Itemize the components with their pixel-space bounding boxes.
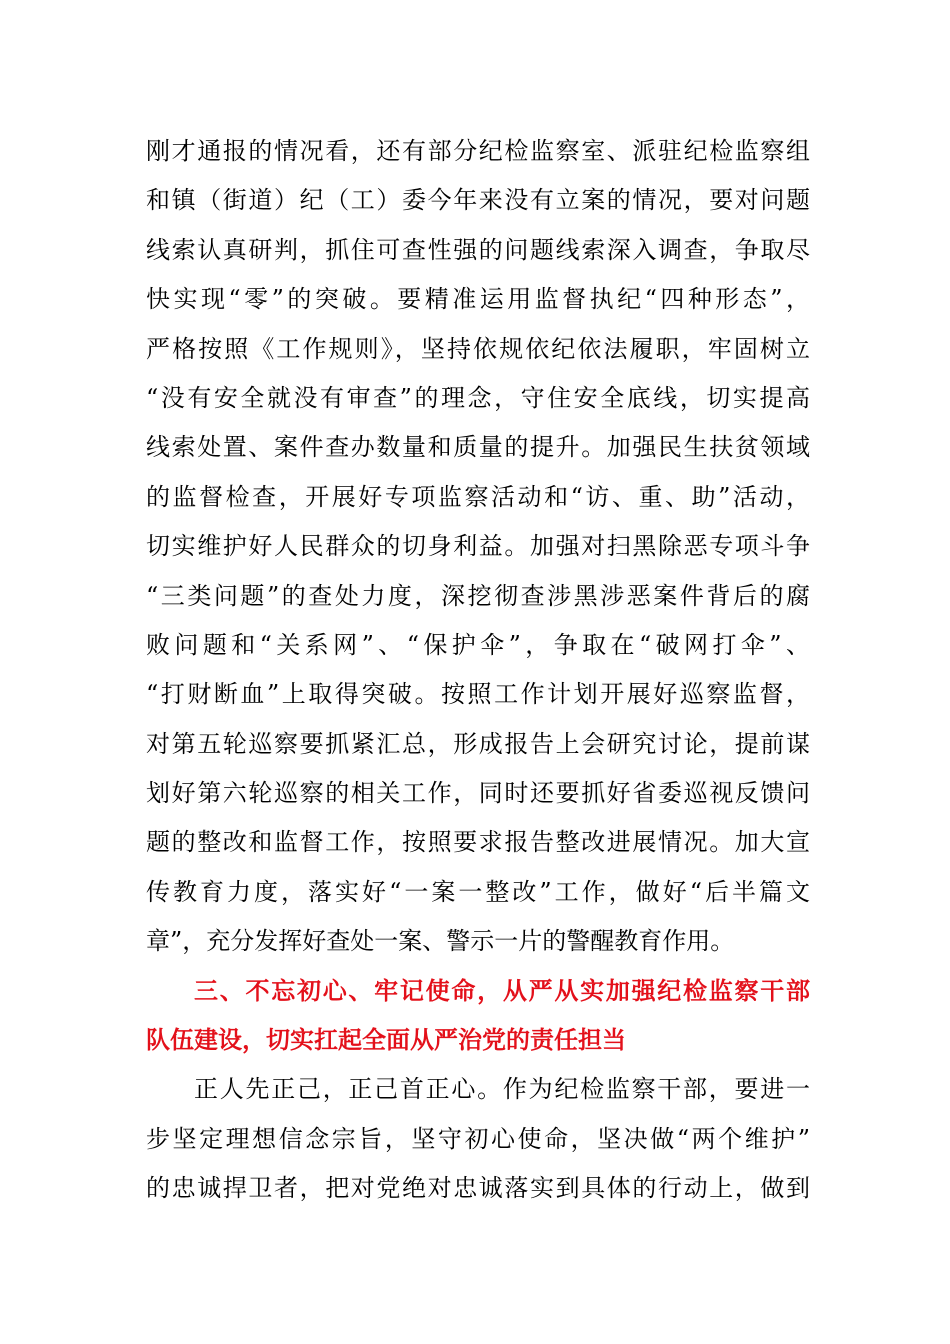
text-line: 快实现“零”的突破。要精准运用监督执纪“四种形态”， (146, 285, 810, 314)
text-line: 线索处置、案件查办数量和质量的提升。加强民生扶贫领域 (146, 433, 810, 462)
text-line: “打财断血”上取得突破。按照工作计划开展好巡察监督， (146, 680, 810, 709)
text-line: 传教育力度，落实好“一案一整改”工作，做好“后半篇文 (146, 877, 810, 906)
text-line: “三类问题”的查处力度，深挖彻查涉黑涉恶案件背后的腐 (146, 581, 810, 610)
text-line: 败问题和“关系网”、“保护伞”，争取在“破网打伞”、 (146, 630, 810, 659)
text-line: 的忠诚捍卫者，把对党绝对忠诚落实到具体的行动上，做到 (146, 1174, 810, 1203)
text-line: 线索认真研判，抓住可查性强的问题线索深入调查，争取尽 (146, 235, 810, 264)
text-line: 和镇（街道）纪（工）委今年来没有立案的情况，要对问题 (146, 186, 810, 215)
document-body (146, 127, 810, 1214)
heading-line: 队伍建设，切实扛起全面从严治党的责任担当 (146, 1026, 626, 1055)
text-line: 对第五轮巡察要抓紧汇总，形成报告上会研究讨论，提前谋 (146, 729, 810, 758)
section-heading (146, 967, 810, 1066)
text-line: 的监督检查，开展好专项监察活动和“访、重、助”活动， (146, 482, 810, 511)
text-line: “没有安全就没有审查”的理念，守住安全底线，切实提高 (146, 383, 810, 412)
paragraph-discipline-work (146, 127, 810, 967)
paragraph-cadre-building (146, 1065, 810, 1213)
heading-line: 三、不忘初心、牢记使命，从严从实加强纪检监察干部 (194, 976, 810, 1005)
text-line: 正人先正己，正己首正心。作为纪检监察干部，要进一 (194, 1075, 810, 1104)
text-line: 切实维护好人民群众的切身利益。加强对扫黑除恶专项斗争 (146, 532, 810, 561)
text-line: 章”，充分发挥好查处一案、警示一片的警醒教育作用。 (146, 927, 735, 956)
text-line: 题的整改和监督工作，按照要求报告整改进展情况。加大宣 (146, 828, 810, 857)
text-line: 严格按照《工作规则》，坚持依规依纪依法履职，牢固树立 (146, 334, 810, 363)
text-line: 刚才通报的情况看，还有部分纪检监察室、派驻纪检监察组 (146, 137, 810, 165)
text-line: 步坚定理想信念宗旨，坚守初心使命，坚决做“两个维护” (146, 1124, 810, 1153)
text-line: 划好第六轮巡察的相关工作，同时还要抓好省委巡视反馈问 (146, 779, 810, 808)
